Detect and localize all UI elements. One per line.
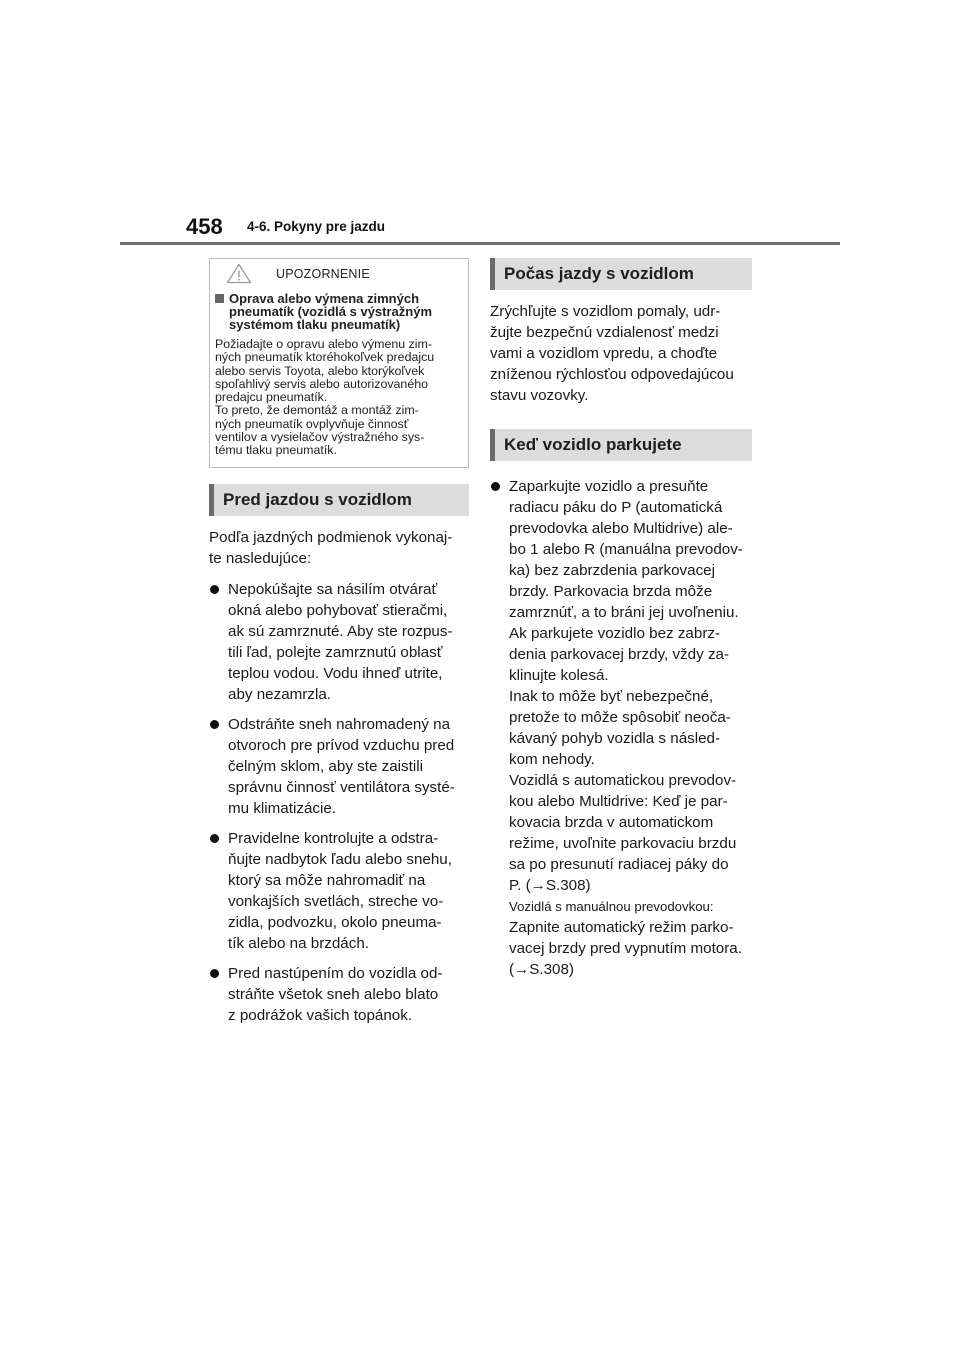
bullet-icon — [210, 585, 219, 594]
list-item — [209, 963, 469, 1026]
warning-box — [209, 258, 469, 468]
list-item-text: Zaparkujte vozidlo a presuňte radiacu páku do P (automatická prevodovka alebo Multidrive) ale- bo 1 alebo R (manuálna prevodov- ka) bez zabrzdenia parkovacej brzdy. Parkovacia brzda môže zamrznúť, a to bráni jej uvoľneniu. Ak parkujete vozidlo bez zabrz- denia parkovacej brzdy, vždy za- klinujte kolesá. Inak to môže byť nebezpečné, pretože to môže spôsobiť neoča- kávaný pohyb vozidla s násled- kom nehody. Vozidlá s automatickou prevodov- kou alebo Multidrive: Keď je par- kovacia brzda v automatickom režime, uvoľnite parkovaciu brzdu sa po presunutí radiacej páky do P. (→S.308) — [509, 478, 743, 894]
warning-subheading — [215, 292, 462, 331]
section-title: 4-6. Pokyny pre jazdu — [247, 219, 386, 234]
bullet-icon — [210, 969, 219, 978]
parking-list — [490, 476, 752, 980]
square-bullet-icon — [215, 294, 224, 303]
list-item-text: Odstráňte sneh nahromadený na otvoroch pre prívod vzduchu pred čelným sklom, aby ste zaistili správnu činnosť ventilátora systé- mu klimatizácie. — [228, 715, 455, 817]
left-column — [209, 258, 469, 1026]
list-item — [490, 476, 752, 980]
warning-paragraph: To preto, že demontáž a montáž zim- ných pneumatík ovplyvňuje činnosť ventilov a vysielačov výstražného sys- tému tlaku pneumatík. — [215, 403, 425, 458]
warning-body — [215, 338, 462, 458]
list-item — [209, 828, 469, 954]
heading-parking: Keď vozidlo parkujete — [490, 429, 752, 461]
heading-while-driving: Počas jazdy s vozidlom — [490, 258, 752, 290]
warning-label: UPOZORNENIE — [276, 266, 370, 281]
warning-subheading-text: Oprava alebo výmena zimných pneumatík (vozidlá s výstražným systémom tlaku pneumatík) — [229, 291, 433, 332]
list-item — [209, 579, 469, 705]
heading-before-driving: Pred jazdou s vozidlom — [209, 484, 469, 516]
list-item-text: Pred nastúpením do vozidla od- stráňte všetok sneh alebo blato z podrážok vašich topánok. — [228, 964, 443, 1024]
warning-triangle-icon — [226, 263, 252, 284]
warning-header — [210, 259, 468, 288]
list-item-text: Pravidelne kontrolujte a odstra- ňujte nadbytok ľadu alebo snehu, ktorý sa môže nahromadiť na vonkajších svetlách, streche vo- zidla, podvozku, okolo pneuma- tík alebo na brzdách. — [228, 829, 452, 952]
warning-paragraph: Požiadajte o opravu alebo výmenu zim- ných pneumatík ktoréhokoľvek predajcu alebo servis Toyota, alebo ktorýkoľvek spoľahlivý servis alebo autorizovaného predajcu pneumatík. — [215, 337, 435, 405]
page-number: 458 — [186, 214, 223, 239]
manual-transmission-text: Zapnite automatický režim parko- vacej brzdy pred vypnutím motora. (→S.308) — [509, 919, 742, 978]
right-column — [490, 258, 752, 980]
header-divider — [120, 242, 840, 245]
list-item — [209, 714, 469, 819]
bullet-icon — [210, 720, 219, 729]
before-driving-list — [209, 579, 469, 1026]
while-driving-text: Zrýchľujte s vozidlom pomaly, udr- žujte bezpečnú vzdialenosť medzi vami a vozidlom vpredu, a choďte zníženou rýchlosťou odpovedajúcou stavu vozovky. — [490, 303, 734, 404]
before-driving-intro: Podľa jazdných podmienok vykonaj- te nasledujúce: — [209, 528, 453, 567]
bullet-icon — [210, 834, 219, 843]
list-item-text: Nepokúšajte sa násilím otvárať okná alebo pohybovať stieračmi, ak sú zamrznuté. Aby ste rozpus- tili ľad, polejte zamrznutú oblasť teplou vodou. Vodu ihneď utrite, aby nezamrzla. — [228, 580, 453, 703]
manual-transmission-label: Vozidlá s manuálnou prevodovkou: — [509, 899, 714, 914]
bullet-icon — [491, 482, 500, 491]
